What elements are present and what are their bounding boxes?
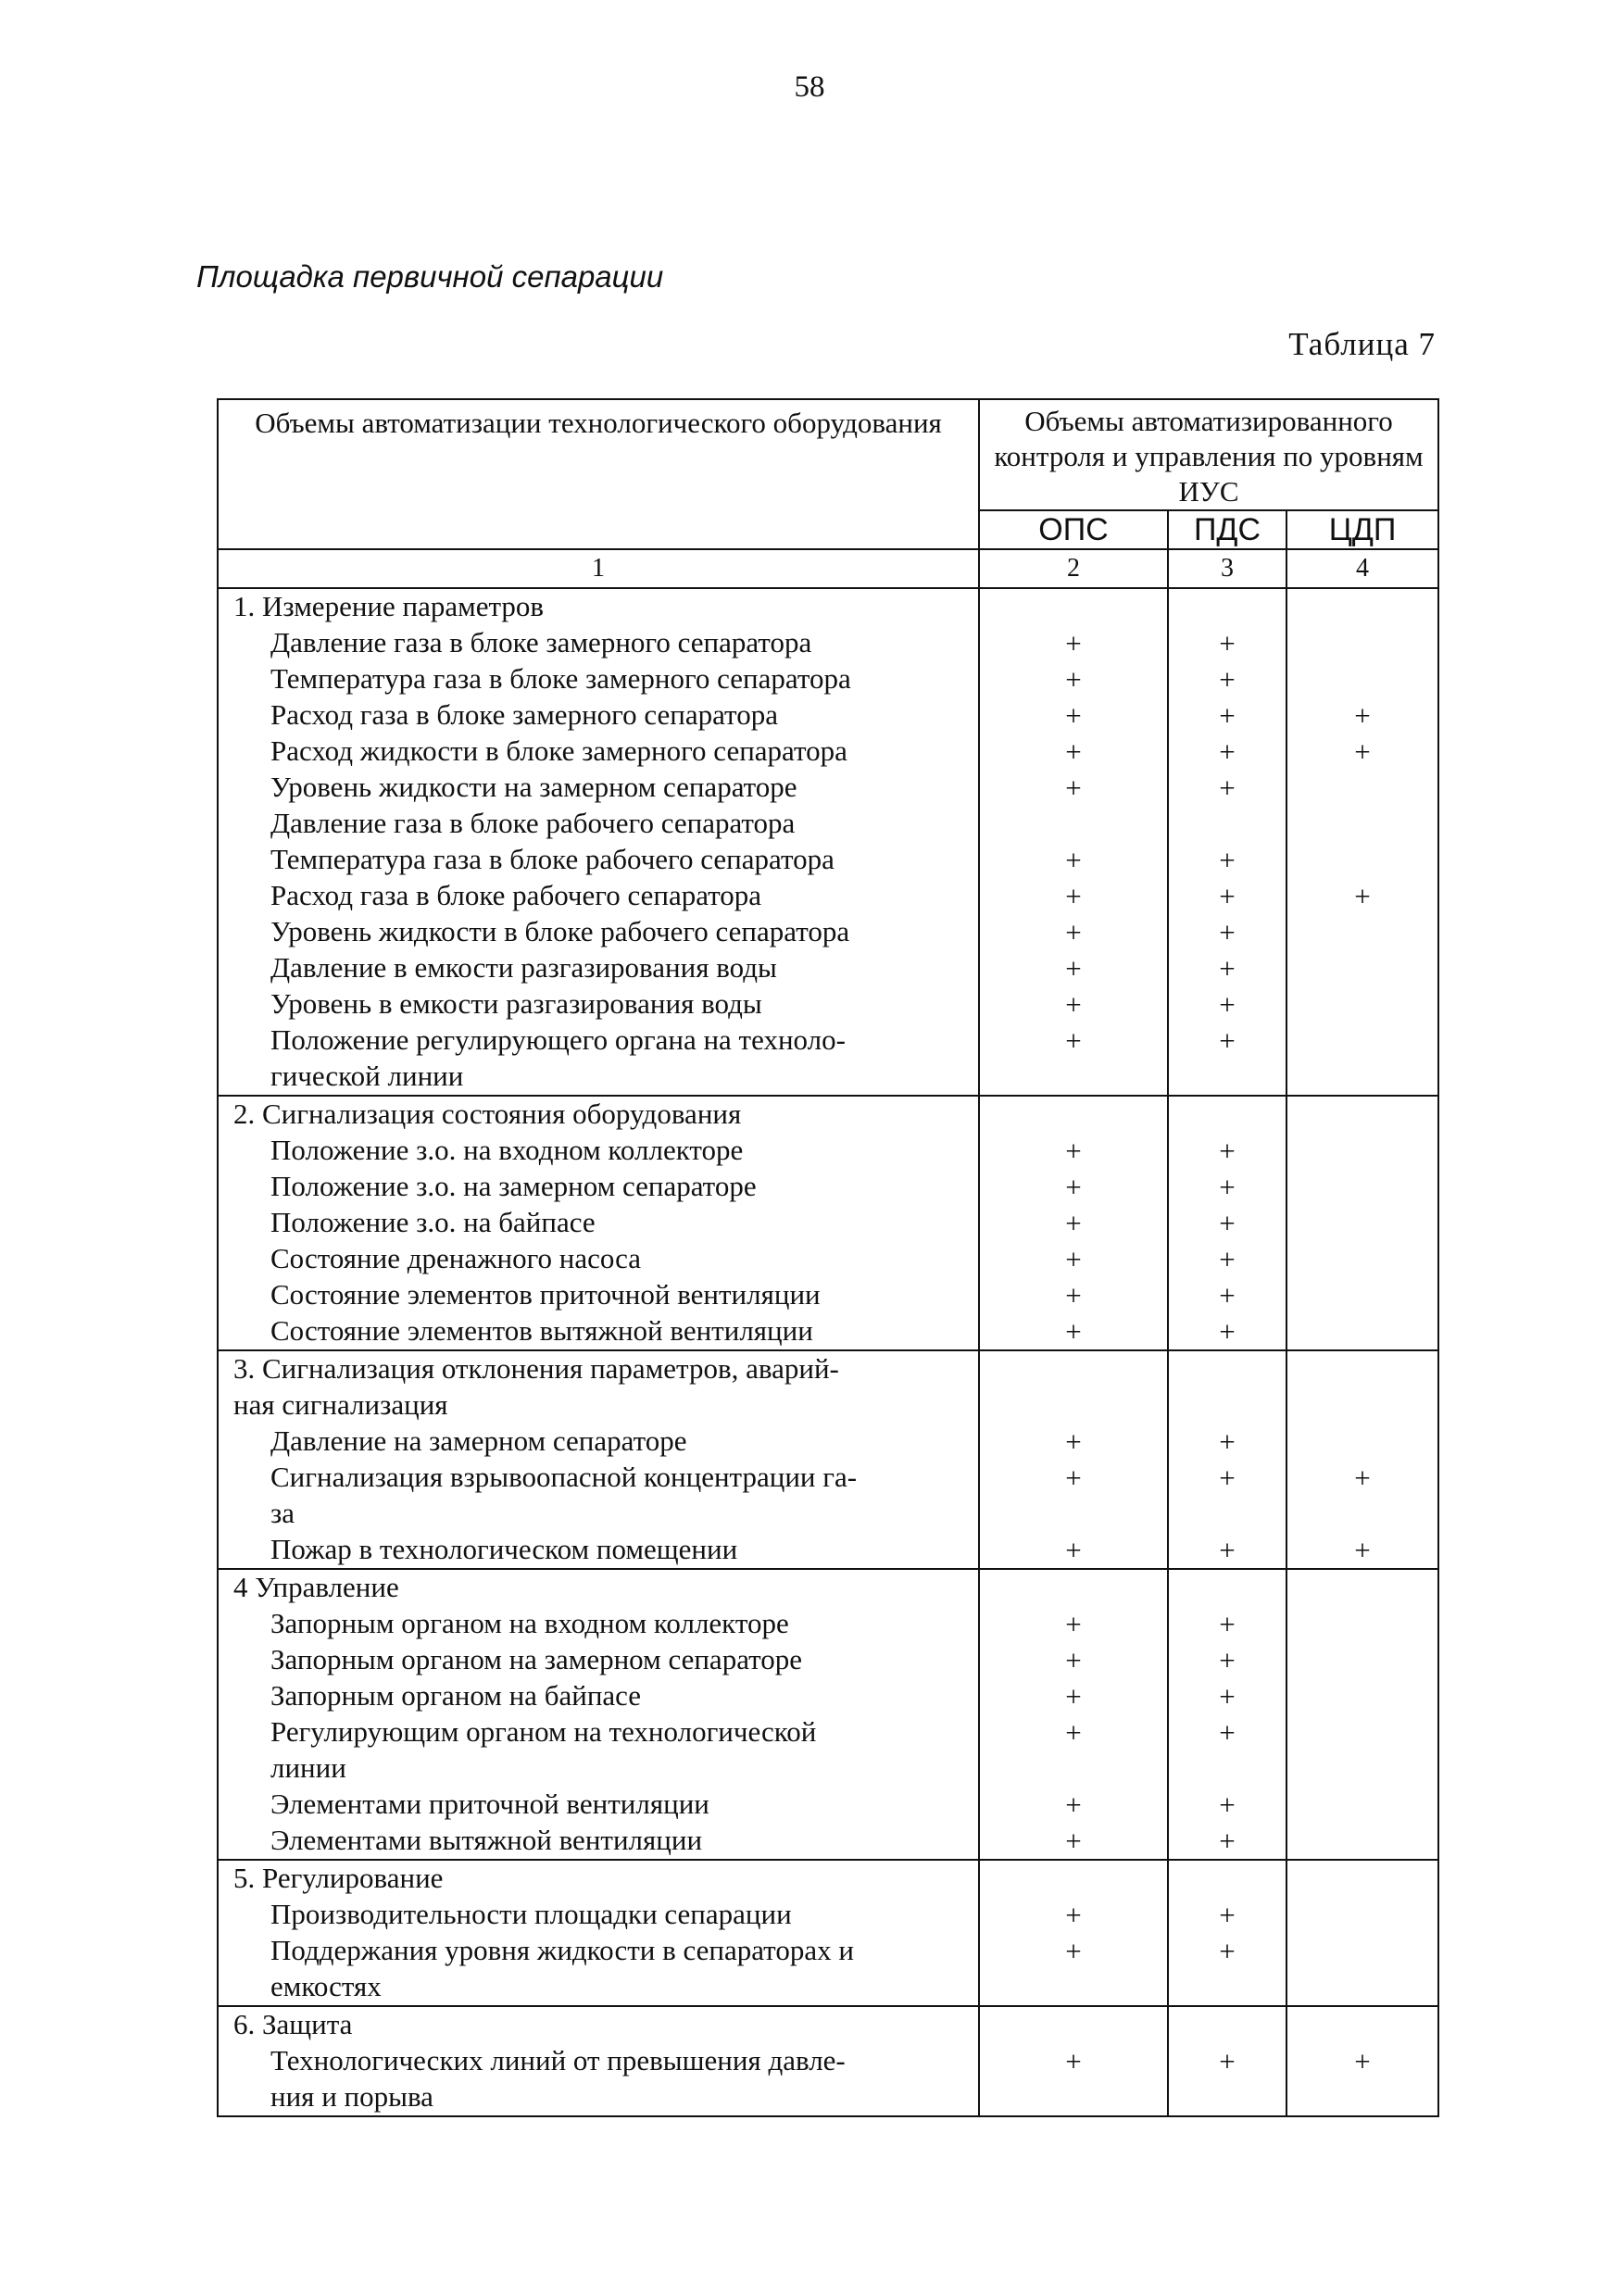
table-section bbox=[218, 588, 1438, 1096]
row-text-line: Уровень жидкости в блоке рабочего сепаратора bbox=[270, 915, 850, 947]
row-text-line: Положение з.о. на байпасе bbox=[270, 1206, 596, 1238]
empty-line bbox=[980, 1059, 1167, 1095]
mark-ops: + bbox=[1065, 735, 1082, 768]
mark-cdp bbox=[1287, 950, 1437, 986]
mark-ops: + bbox=[1065, 1644, 1082, 1676]
section-description-cell bbox=[218, 1096, 979, 1350]
mark-ops: + bbox=[1065, 916, 1082, 948]
column-ops-cell bbox=[979, 1096, 1168, 1350]
mark-cdp bbox=[1287, 1023, 1437, 1059]
section-description-cell bbox=[218, 1350, 979, 1569]
mark-ops: + bbox=[1065, 1462, 1082, 1494]
mark-ops: + bbox=[1065, 772, 1082, 804]
empty-line bbox=[980, 1496, 1167, 1532]
mark-ops: + bbox=[1065, 952, 1082, 985]
mark-cdp bbox=[1287, 1897, 1437, 1933]
mark-ops: + bbox=[1065, 663, 1082, 696]
empty-line bbox=[1287, 1097, 1437, 1133]
empty-line bbox=[980, 589, 1167, 625]
mark-ops: + bbox=[1065, 699, 1082, 732]
row-text-line: Температура газа в блоке замерного сепаратора bbox=[270, 662, 851, 695]
mark-cdp bbox=[1287, 1205, 1437, 1241]
row-text-line: Запорным органом на байпасе bbox=[270, 1679, 642, 1712]
row-text-line: Уровень жидкости на замерном сепараторе bbox=[270, 771, 797, 803]
mark-cdp bbox=[1287, 1169, 1437, 1205]
mark-cdp bbox=[1287, 625, 1437, 661]
empty-line bbox=[1169, 1969, 1286, 2005]
row-text-line: Положение з.о. на замерном сепараторе bbox=[270, 1170, 757, 1202]
column-pds-cell bbox=[1168, 588, 1286, 1096]
column-pds-cell bbox=[1168, 1350, 1286, 1569]
mark-ops: + bbox=[1065, 1534, 1082, 1566]
row-text-line: Положение регулирующего органа на техноло- bbox=[270, 1023, 846, 1056]
mark-cdp bbox=[1287, 986, 1437, 1023]
column-header-cdp: ЦДП bbox=[1286, 510, 1438, 549]
mark-ops: + bbox=[1065, 2045, 1082, 2077]
mark-ops: + bbox=[1065, 1425, 1082, 1458]
mark-pds: + bbox=[1219, 1462, 1236, 1494]
empty-line bbox=[1169, 1750, 1286, 1787]
mark-pds: + bbox=[1219, 2045, 1236, 2077]
mark-pds: + bbox=[1219, 1279, 1236, 1311]
mark-cdp bbox=[1287, 806, 1437, 842]
empty-line bbox=[1287, 589, 1437, 625]
empty-line bbox=[980, 2079, 1167, 2115]
column-ops-cell bbox=[979, 2006, 1168, 2116]
mark-cdp bbox=[1287, 1642, 1437, 1678]
empty-line bbox=[1287, 1969, 1437, 2005]
section-title-line: 6. Защита bbox=[233, 2008, 353, 2040]
row-text-line: Элементами вытяжной вентиляции bbox=[270, 1824, 703, 1856]
row-text-line: Расход газа в блоке рабочего сепаратора bbox=[270, 879, 762, 911]
empty-line bbox=[1169, 1570, 1286, 1606]
table-section bbox=[218, 1860, 1438, 2006]
table-body bbox=[218, 588, 1438, 2116]
mark-ops: + bbox=[1065, 880, 1082, 912]
row-text-line: Состояние элементов приточной вентиляции bbox=[270, 1278, 821, 1311]
mark-cdp bbox=[1287, 770, 1437, 806]
mark-pds: + bbox=[1219, 627, 1236, 659]
mark-pds: + bbox=[1219, 1608, 1236, 1640]
empty-line bbox=[1169, 1496, 1286, 1532]
mark-cdp: + bbox=[1354, 2045, 1371, 2077]
table-section bbox=[218, 1569, 1438, 1860]
mark-pds: + bbox=[1219, 1135, 1236, 1167]
row-text-line: линии bbox=[270, 1751, 346, 1784]
row-text-line: Пожар в технологическом помещении bbox=[270, 1533, 738, 1565]
mark-ops: + bbox=[1065, 1207, 1082, 1239]
row-text-line: Положение з.о. на входном коллекторе bbox=[270, 1134, 744, 1166]
empty-line bbox=[1287, 1861, 1437, 1897]
column-pds-cell bbox=[1168, 1860, 1286, 2006]
mark-pds: + bbox=[1219, 699, 1236, 732]
mark-pds: + bbox=[1219, 844, 1236, 876]
row-text-line: Температура газа в блоке рабочего сепаратора bbox=[270, 843, 835, 875]
mark-ops: + bbox=[1065, 1243, 1082, 1275]
column-header-ops: ОПС bbox=[979, 510, 1168, 549]
mark-cdp bbox=[1287, 661, 1437, 697]
mark-pds: + bbox=[1219, 772, 1236, 804]
mark-ops: + bbox=[1065, 1171, 1082, 1203]
empty-line bbox=[980, 1387, 1167, 1424]
row-text-line: Поддержания уровня жидкости в сепараторах и bbox=[270, 1934, 854, 1966]
mark-ops: + bbox=[1065, 1608, 1082, 1640]
section-title: Площадка первичной сепарации bbox=[196, 259, 664, 294]
mark-cdp bbox=[1287, 1277, 1437, 1313]
empty-line bbox=[1169, 1059, 1286, 1095]
section-title-line: 3. Сигнализация отклонения параметров, аварий- bbox=[233, 1352, 839, 1385]
mark-pds: + bbox=[1219, 1171, 1236, 1203]
page-number: 58 bbox=[794, 70, 825, 104]
column-number-1: 1 bbox=[218, 549, 979, 588]
empty-line bbox=[1287, 2007, 1437, 2043]
section-description-cell bbox=[218, 1860, 979, 2006]
row-text-line: Запорным органом на входном коллекторе bbox=[270, 1607, 789, 1639]
mark-pds: + bbox=[1219, 1315, 1236, 1348]
mark-cdp bbox=[1287, 1823, 1437, 1859]
mark-pds: + bbox=[1219, 1243, 1236, 1275]
section-title-line: 4 Управление bbox=[233, 1571, 399, 1603]
mark-pds bbox=[1169, 806, 1286, 842]
column-pds-cell bbox=[1168, 1096, 1286, 1350]
row-text-line: Производительности площадки сепарации bbox=[270, 1898, 792, 1930]
empty-line bbox=[1169, 1387, 1286, 1424]
section-description-cell bbox=[218, 2006, 979, 2116]
empty-line bbox=[1169, 2079, 1286, 2115]
mark-pds: + bbox=[1219, 1899, 1236, 1931]
mark-cdp bbox=[1287, 914, 1437, 950]
empty-line bbox=[980, 1570, 1167, 1606]
mark-pds: + bbox=[1219, 1534, 1236, 1566]
mark-pds: + bbox=[1219, 1716, 1236, 1749]
empty-line bbox=[1169, 1351, 1286, 1387]
section-title-line: 5. Регулирование bbox=[233, 1862, 444, 1894]
mark-pds: + bbox=[1219, 916, 1236, 948]
section-description-cell bbox=[218, 588, 979, 1096]
column-pds-cell bbox=[1168, 2006, 1286, 2116]
header-equipment-scope: Объемы автоматизации технологического оборудования bbox=[218, 399, 979, 549]
mark-pds: + bbox=[1219, 952, 1236, 985]
mark-pds: + bbox=[1219, 988, 1236, 1021]
empty-line bbox=[1287, 1059, 1437, 1095]
mark-cdp: + bbox=[1354, 1462, 1371, 1494]
column-cdp-cell bbox=[1286, 588, 1438, 1096]
empty-line bbox=[1287, 1570, 1437, 1606]
mark-pds: + bbox=[1219, 1207, 1236, 1239]
empty-line bbox=[1169, 589, 1286, 625]
empty-line bbox=[980, 1097, 1167, 1133]
mark-ops: + bbox=[1065, 1899, 1082, 1931]
mark-cdp: + bbox=[1354, 735, 1371, 768]
mark-pds: + bbox=[1219, 1825, 1236, 1857]
mark-cdp bbox=[1287, 1133, 1437, 1169]
mark-ops: + bbox=[1065, 1716, 1082, 1749]
column-cdp-cell bbox=[1286, 1860, 1438, 2006]
mark-ops: + bbox=[1065, 1788, 1082, 1821]
column-ops-cell bbox=[979, 588, 1168, 1096]
row-text-line: емкостях bbox=[270, 1970, 382, 2002]
row-text-line: Регулирующим органом на технологической bbox=[270, 1715, 817, 1748]
row-text-line: Состояние элементов вытяжной вентиляции bbox=[270, 1314, 813, 1347]
column-cdp-cell bbox=[1286, 1350, 1438, 1569]
mark-pds: + bbox=[1219, 1024, 1236, 1057]
mark-cdp bbox=[1287, 842, 1437, 878]
table-section bbox=[218, 2006, 1438, 2116]
row-text-line: Расход жидкости в блоке замерного сепаратора bbox=[270, 734, 847, 767]
mark-cdp bbox=[1287, 1241, 1437, 1277]
mark-ops: + bbox=[1065, 1680, 1082, 1713]
row-text-line: Давление газа в блоке рабочего сепаратора bbox=[270, 807, 796, 839]
mark-cdp bbox=[1287, 1787, 1437, 1823]
row-text-line: Давление в емкости разгазирования воды bbox=[270, 951, 777, 984]
empty-line bbox=[1287, 1496, 1437, 1532]
mark-pds: + bbox=[1219, 1680, 1236, 1713]
mark-cdp bbox=[1287, 1933, 1437, 1969]
mark-ops: + bbox=[1065, 1315, 1082, 1348]
section-title-line: 2. Сигнализация состояния оборудования bbox=[233, 1098, 742, 1130]
row-text-line: Запорным органом на замерном сепараторе bbox=[270, 1643, 803, 1675]
row-text-line: Состояние дренажного насоса bbox=[270, 1242, 642, 1274]
column-ops-cell bbox=[979, 1860, 1168, 2006]
empty-line bbox=[980, 1750, 1167, 1787]
mark-pds: + bbox=[1219, 1425, 1236, 1458]
mark-pds: + bbox=[1219, 1644, 1236, 1676]
section-title-cont-line: ная сигнализация bbox=[233, 1388, 448, 1421]
mark-pds: + bbox=[1219, 1788, 1236, 1821]
column-cdp-cell bbox=[1286, 1569, 1438, 1860]
row-text-line: Давление на замерном сепараторе bbox=[270, 1424, 687, 1457]
row-text-line: гической линии bbox=[270, 1060, 464, 1092]
mark-ops: + bbox=[1065, 1024, 1082, 1057]
empty-line bbox=[1287, 2079, 1437, 2115]
mark-cdp: + bbox=[1354, 880, 1371, 912]
empty-line bbox=[980, 1969, 1167, 2005]
mark-ops: + bbox=[1065, 844, 1082, 876]
empty-line bbox=[1287, 1750, 1437, 1787]
row-text-line: Технологических линий от превышения давле- bbox=[270, 2044, 846, 2076]
row-text-line: ния и порыва bbox=[270, 2080, 433, 2113]
table-section bbox=[218, 1350, 1438, 1569]
mark-pds: + bbox=[1219, 880, 1236, 912]
row-text-line: Давление газа в блоке замерного сепаратора bbox=[270, 626, 812, 659]
row-text-line: Расход газа в блоке замерного сепаратора bbox=[270, 698, 778, 731]
mark-pds: + bbox=[1219, 1935, 1236, 1967]
mark-ops: + bbox=[1065, 1135, 1082, 1167]
mark-ops: + bbox=[1065, 1825, 1082, 1857]
mark-cdp bbox=[1287, 1606, 1437, 1642]
mark-pds: + bbox=[1219, 735, 1236, 768]
column-header-pds: ПДС bbox=[1168, 510, 1286, 549]
row-text-line: за bbox=[270, 1497, 295, 1529]
column-ops-cell bbox=[979, 1350, 1168, 1569]
table-section bbox=[218, 1096, 1438, 1350]
empty-line bbox=[980, 2007, 1167, 2043]
section-title-line: 1. Измерение параметров bbox=[233, 590, 545, 622]
column-cdp-cell bbox=[1286, 2006, 1438, 2116]
mark-cdp bbox=[1287, 1424, 1437, 1460]
mark-pds: + bbox=[1219, 663, 1236, 696]
mark-cdp: + bbox=[1354, 1534, 1371, 1566]
column-pds-cell bbox=[1168, 1569, 1286, 1860]
mark-cdp bbox=[1287, 1714, 1437, 1750]
row-text-line: Сигнализация взрывоопасной концентрации га- bbox=[270, 1461, 858, 1493]
empty-line bbox=[1287, 1351, 1437, 1387]
header-control-scope: Объемы автоматизированного контроля и управления по уровням ИУС bbox=[979, 399, 1438, 510]
mark-ops: + bbox=[1065, 1935, 1082, 1967]
column-ops-cell bbox=[979, 1569, 1168, 1860]
column-number-3: 3 bbox=[1168, 549, 1286, 588]
column-number-2: 2 bbox=[979, 549, 1168, 588]
empty-line bbox=[1287, 1387, 1437, 1424]
empty-line bbox=[1169, 1097, 1286, 1133]
table-caption: Таблица 7 bbox=[1288, 326, 1436, 362]
mark-cdp: + bbox=[1354, 699, 1371, 732]
column-number-4: 4 bbox=[1286, 549, 1438, 588]
mark-cdp bbox=[1287, 1313, 1437, 1349]
mark-ops bbox=[980, 806, 1167, 842]
mark-ops: + bbox=[1065, 988, 1082, 1021]
empty-line bbox=[1169, 2007, 1286, 2043]
empty-line bbox=[980, 1351, 1167, 1387]
empty-line bbox=[980, 1861, 1167, 1897]
row-text-line: Уровень в емкости разгазирования воды bbox=[270, 987, 762, 1020]
row-text-line: Элементами приточной вентиляции bbox=[270, 1788, 709, 1820]
mark-ops: + bbox=[1065, 1279, 1082, 1311]
section-description-cell bbox=[218, 1569, 979, 1860]
empty-line bbox=[1169, 1861, 1286, 1897]
column-cdp-cell bbox=[1286, 1096, 1438, 1350]
automation-table bbox=[217, 398, 1439, 2117]
mark-ops: + bbox=[1065, 627, 1082, 659]
mark-cdp bbox=[1287, 1678, 1437, 1714]
